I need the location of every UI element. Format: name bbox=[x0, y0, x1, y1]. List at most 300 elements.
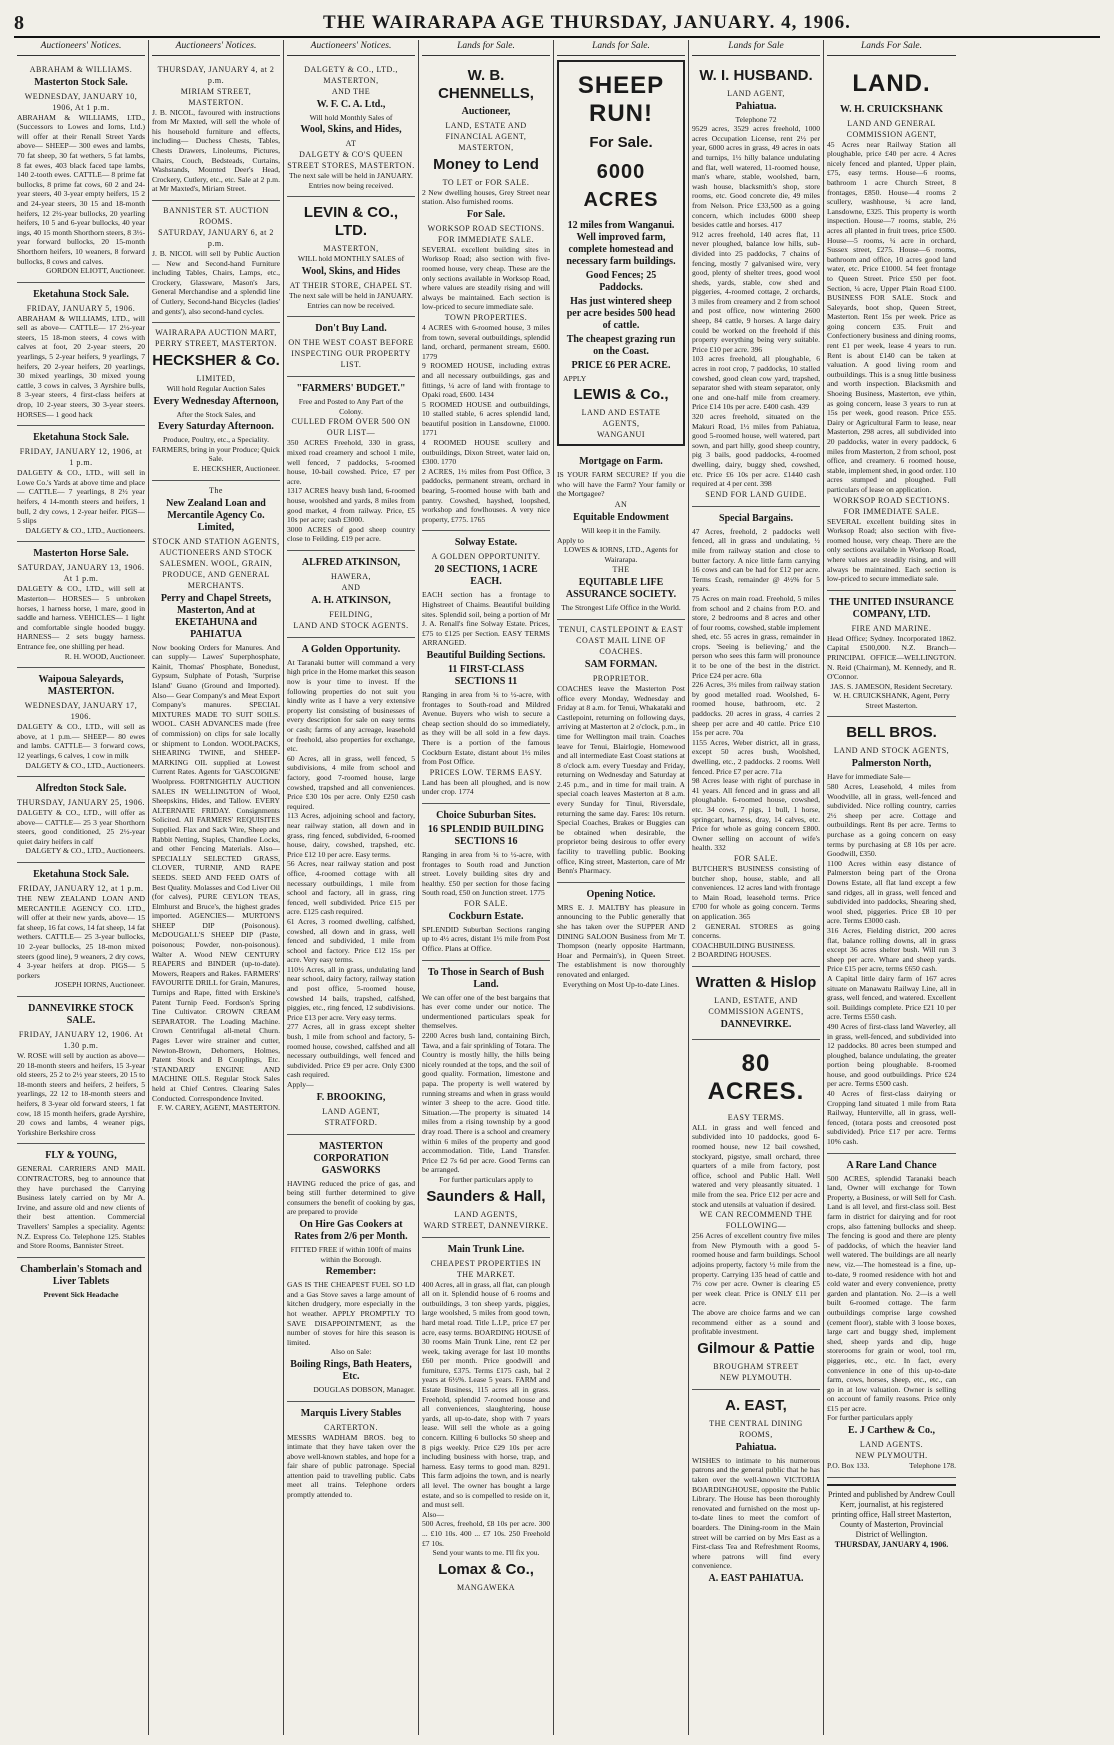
ad-dalgety-wool-sales bbox=[287, 60, 415, 198]
column-header: Auctioneers' Notices. bbox=[17, 40, 145, 56]
ad-let: TO LET or FOR SALE. bbox=[442, 177, 530, 187]
ad-and: AND bbox=[341, 582, 361, 592]
ad-signature: DALGETY & CO., LTD., Auctioneers. bbox=[25, 760, 145, 770]
ad-apply: Apply— bbox=[287, 1080, 314, 1089]
ad-sub: Free and Posted to Any Part of the Colony. bbox=[298, 397, 404, 416]
ad-signature: R. H. WOOD, Auctioneer. bbox=[64, 651, 145, 661]
ad-bush-land bbox=[422, 961, 550, 1238]
ad-remember: Remember: bbox=[325, 1266, 377, 1278]
ad-big: Equitable Endowment bbox=[573, 511, 669, 523]
list-item: 9 ROOMED HOUSE, including extras and all necessary outbuildings, gas and fittings, ¼ acre of land with frontage to Opaki road, £600. 1434 bbox=[422, 361, 550, 400]
imprint-footer bbox=[827, 1484, 956, 1550]
ad-firm: A. EAST, bbox=[725, 1396, 787, 1414]
ad-big: 2200 Acres bush land, containing Birch, Tawa, and a fair sprinkling of Totara. The Country is mostly hilly, the hills being nicely rounded at the tops, and the soil of good quality. Formation, limestone and papa. The property is well watered by running streams and when in grass would winter 3 sheep to the acre. Good title. Situation.—The property is situated 14 miles from a rising township by a good dray road. There is a school and creamery within 6 miles of the property and good accommodation. Title, Land Transfer. Price £2 7s 6d per acre. Good Terms can be arranged. bbox=[422, 1031, 550, 1175]
ad-body: Will hold Monthly Sales of bbox=[309, 112, 393, 122]
ad-title: THE UNITED INSURANCE COMPANY, LTD. bbox=[829, 596, 954, 620]
ad-grazing: The cheapest grazing run on the Coast. bbox=[566, 333, 676, 357]
ad-date: SATURDAY, JANUARY 13, 1906. At 1 p.m. bbox=[17, 563, 145, 584]
ad-body: DALGETY & CO., LTD., will offer as above— CATTLE— 25 3 year Shorthorn steers, good conditioned, 25 2½-year quiet dairy heifers in calf bbox=[17, 808, 145, 846]
ad-big: Money to Lend bbox=[433, 155, 539, 173]
ad-dont-buy-land bbox=[287, 317, 415, 377]
ad-signature: F. W. CAREY, AGENT, MASTERTON. bbox=[157, 1103, 280, 1113]
list-item: 316 Acres, Fielding district, 200 acres flat, balance rolling downs, all in grass except 36 acres shelter bush. Will run 3 sheep per acre. Whare and sheep yards. Price £15 per acre, terms £650 cash. bbox=[827, 925, 956, 974]
ad-date: THURSDAY, JANUARY 4, at 2 p.m. bbox=[157, 64, 275, 85]
list-item: 61 Acres, 3 roomed dwelling, calfshed, cowshed, all down and in grass, well fenced and subdivided, 1 mile from school and factory. Price £12 15s per acre. Very easy terms. bbox=[287, 916, 415, 965]
ad-sheep-run bbox=[557, 60, 685, 447]
ad-firm: F. BROOKING, bbox=[316, 1091, 386, 1103]
ad-body: DALGETY & CO., LTD., will sell as above, at 1 p.m.— SHEEP— 80 ewes and lambs. CATTLE— 3 forward cows, 12 yearlings, 6 calves, 1 cow in milk bbox=[17, 722, 145, 760]
ad-firm: W. B. CHENNELLS, bbox=[438, 66, 534, 102]
ad-body: Head Office; Sydney. Incorporated 1862. Capital £500,000. N.Z. Branch— PRINCIPAL OFFICE—WELLINGTON. N. Reid (Chairman), M. Kennedy, and R. O'Connor. bbox=[827, 633, 956, 682]
ad-big: LAND. bbox=[852, 69, 931, 97]
ad-big: SHEEP RUN! bbox=[577, 71, 665, 127]
ad-also: Also— bbox=[422, 1509, 444, 1519]
ad-tag: Everything on Most Up-to-date Lines. bbox=[562, 979, 680, 989]
list-item: 60 Acres, all in grass, well fenced, 5 subdivisions, 4 mile from school and factory, good 7-roomed house, large cowshed, trapshed and all conveniences. Price £30 10s per acre. Only £250 cash required. bbox=[287, 753, 415, 811]
list-item: 350 ACRES Freehold, 330 in grass, mixed road creamery and school 1 mile, well fenced, 7 paddocks, 5-roomed house, 10-bail cowshed. Price, £7 per acre. bbox=[287, 438, 415, 486]
ad-body: THE NEW ZEALAND LOAN AND MERCANTILE AGENCY CO. LTD., will offer at their new yards, above— 15 fat sheep, 16 fat cows, 14 fat sheep, 14 fat wethers. CATTLE— 25 3-year bullocks, 10 2-year bullocks, 25 18-mon mixed steers (good line), 9 weaners, 2 dry cows, 4 3-year heifers at drop. PIGS— 5 porkers bbox=[17, 894, 145, 980]
ad-body: ABRAHAM & WILLIAMS, LTD., (Successors to Lowes and Iorns, Ltd.) will offer at their Renall Street Yards above— SHEEP— 300 ewes and lambs, 70 fat sheep, 30 fat wethers, 5 fat lambs, 8 fat ewes, 403 black faced tape lambs, 140 2-tooth ewes. CATTLE— 8 prime fat bullocks, 8 prime fat cows, 60 2 and 24-year steers, 40 3-year empty heifers, 15 2 and 24-year steers, 30 15 and 18-month heifers, 12 2½-year bullocks, 20 yearling heifers, 10 5 and 6-year bullocks, 40 year ings, 40 15 month Shorthorn steers, 8 3½-year forward bullocks, 20 15-month Shorthorn heifers, 10 weaners, 8 forward bullocks, 8 cows and calves. bbox=[17, 112, 145, 266]
ad-signature: DALGETY & CO., LTD., Auctioneers. bbox=[25, 525, 145, 535]
imprint-date: THURSDAY, JANUARY 4, 1906. bbox=[834, 1539, 949, 1549]
ad-wintered: Has just wintered sheep per acre besides 500 head of cattle. bbox=[566, 295, 676, 331]
ad-further: For further particulars apply to bbox=[439, 1174, 533, 1184]
ad-body: 45 Acres near Railway Station all ploughable, price £40 per acre. 4 Acres nicely fenced and planted, Upper plain, £75, easy terms. House—6 rooms, bathroom 1 acre Church Street, 8 frontages, £850. House—4 rooms 2 scullery, washhouse, ¼ acre land, Lansdowne, £325. This property is worth inspection. House—7 rooms, stable, 2½ acres all planted in fruit trees, price £500. House—5 rooms, ¼ acre in orchard, Sussex street, £275. House—6 rooms, bathroom and office, 10 acres good land water, etc. Price £1000. 54 feet frontage to Queen Street. Price £50 per foot. Section, ¼ acre, Upper Plain Road £100. BUSINESS FOR SALE. Stock and Saleyards, boot shop, Queen Street, Masterton. Rent 15s per week. Price as going concern £35. Fruit and Confectionery business and dining rooms, rent £1 per week, lease 4 years to run. Rent is about £140 can be taken at valuation. A good living room and outbuildings. This is a snug little business and worth inspection. Blacksmith and Shoeing Business, Masterton, eve ythin, as going concern, lease 3 years to run at 15s per week, good reason. Price £55. Dairy or Agricultural Farm to lease, near Masterton, 298 acres, all subdivided into 20 paddocks, water in every paddock, 6 miles from Masterton, 2 from school, post office, and creamery. 6 roomed house, stable, implement shed, in good order. 110 acres stumped and ploughed. Full particulars of lease on application. bbox=[827, 139, 957, 494]
ad-firm2: W. F. C. A. Ltd., bbox=[316, 98, 386, 110]
ad-and: AND THE bbox=[331, 86, 371, 96]
newspaper-title: THE WAIRARAPA AGE THURSDAY, JANUARY. 4, 1906. bbox=[323, 12, 851, 33]
ad-stores: Perry and Chapel Streets, Masterton, And at EKETAHUNA and PAHIATUA bbox=[160, 592, 272, 640]
ad-price: PRICE £6 PER ACRE. bbox=[571, 359, 671, 371]
ad-body: J. B. NICOL will sell by Public Auction— New and Second-hand Furniture including Tables, Chairs, Lamps, etc., Crockery, Glassware, Mason's Jars, General Merchandise and a splendid line of Cutlery, Second-hand Bicycles (ladies' and gents'), also second-hand cycles. bbox=[152, 248, 280, 316]
ad-place: BANNISTER ST. AUCTION ROOMS. bbox=[163, 205, 269, 226]
ad-article: The bbox=[209, 485, 223, 495]
ad-sub: LAND AGENT, bbox=[322, 1106, 380, 1116]
column-header: Auctioneers' Notices. bbox=[152, 40, 280, 56]
column-3 bbox=[284, 40, 419, 1735]
list-item: 1317 ACRES heavy bush land, 6-roomed house, woolshed and yards, 8 miles from good market, 4 from railway. Price, £5 10s per acre; cash £3000. bbox=[287, 486, 415, 525]
ad-forsale: FOR SALE. bbox=[463, 898, 509, 908]
ad-body2: 2 GENERAL STORES as going concerns. bbox=[692, 921, 820, 941]
ad-firm: SAM FORMAN. bbox=[584, 658, 658, 670]
ad-sub: The Strongest Life Office in the World. bbox=[561, 603, 681, 613]
list-item: 580 Acres, Leasehold, 4 miles from Woodville, all in grass, well-fenced and subdivided. Nice rolling country, carries 2½ sheep per acre. Cottage and outbuildings. Rent 8s per acre. Terms to purchase as a going concern on easy terms by purchasing at £8 10s per acre. Goodwill, £350. bbox=[827, 782, 956, 859]
ad-firm: DALGETY & CO., LTD., MASTERTON, bbox=[304, 64, 398, 85]
ad-place2: FEILDING, bbox=[329, 609, 373, 619]
list-item: 98 Acres lease with right of purchase in 41 years. All fenced and in grass and all ploughable. 6-roomed house, cowshed, etc. 34 cows, 7 pigs, 1 bull, 1 horse, springcart, harness, dray, 14 calves, etc. Price for whole as going concern £800. Owner selling on account of wife's health. 332 bbox=[692, 776, 820, 853]
ad-body: EACH section has a frontage to Highstreet of Chaims. Beautiful building sites. Splendid soil, being a portion of Mr J. A. Renall's fine Solway Estate. Prices, £75 to £125 per Section. EASY TERMS ARRANGED. bbox=[422, 590, 550, 648]
ad-send: Send your wants to me. I'll fix you. bbox=[432, 1548, 540, 1558]
ad-place: DALGETY & CO'S QUEEN STREET STORES, MASTERTON. bbox=[287, 150, 415, 171]
ad-firm: W. H. CRUICKSHANK bbox=[840, 103, 943, 115]
ad-listing: 500 Acres, freehold, £8 10s per acre. 300 ... £10 10s. 400 ... £7 10s. 250 Freehold £7 10s. bbox=[422, 1519, 550, 1548]
ad-forsale: For Sale. bbox=[466, 208, 506, 220]
list-item: 320 acres freehold, situated on the Makuri Road, 1½ miles from Pahiatua, good 5-roomed house, well watered, part sown, and part hilly, good sheep country, pig 3 bails, good paddocks, 4-roomed dwelling, dairy, buggy shed, cowshed, etc. Price £6 10s per acre. £1440 cash required at 4 per cent. 398 bbox=[692, 412, 820, 489]
column-header: Lands for Sale. bbox=[557, 40, 685, 56]
ad-body: J. B. NICOL, favoured with instructions from Mr Maxted, will sell the whole of his household furniture and effects, including— Duchess Chests, Tables, Chests Drawers, Linoleums, Pictures, Chairs, Couch, Bedsteads, Curtains, Washstands, Mounted Deer's Head, Crockery, Cutlery, etc., etc. Sale at 2 p.m. at Mr Maxted's, Miriam Street. bbox=[152, 107, 280, 194]
ad-the: THE bbox=[612, 565, 630, 575]
ad-body: ALL in grass and well fenced and subdivided into 10 paddocks, good 6-roomed house, new 12 bail cowshed, stockyard, pigstye, small orchard, three quarters of a mile from factory, post office, school and Public Hall. Well watered and very pleasantly situated. 1 mile from the sea. Price £12 per acre and stock and utensils at valuation if desired. bbox=[692, 1122, 820, 1209]
ad-place: MANGAWEKA bbox=[456, 1582, 516, 1592]
list-item: 47 Acres, freehold, 2 paddocks well fenced, all in grass and undulating, ½ mile from railway station and close to butter factory. A nice little farm carrying 16 cows and can be had for £12 per acre. Terms £cash, remainder @ 4½% for 5 years. bbox=[692, 526, 820, 594]
ad-date: FRIDAY, JANUARY 12, 1906. At 1.30 p.m. bbox=[18, 1030, 144, 1050]
ad-body2: Ranging in area from ¼ to ½-acre, with frontages to South-road and Mildred Avenue. Buyers who wish to secure a cheap section should do so immediately, as they will be all sold in a few days. There is a portion of the famous Cockburn Estate, distant about 1½ miles from Post Office. bbox=[422, 689, 550, 767]
ad-place: DANNEVIRKE. bbox=[720, 1018, 792, 1030]
ad-farmers-budget bbox=[287, 377, 415, 551]
column-header: Lands For Sale. bbox=[827, 40, 956, 56]
ad-sub: LAND AGENTS. bbox=[859, 1440, 924, 1450]
ad-body3: GAS IS THE CHEAPEST FUEL SO LD and a Gas Stove saves a large amount of kitchen drudgery, more especially in the hot weather. APPLY PROMPTLY TO SAVE DISAPPOINTMENT, as the number of stoves for hire this season is limited. bbox=[287, 1280, 415, 1347]
masthead bbox=[14, 10, 1100, 38]
ad-sub: Auctioneer, bbox=[461, 105, 511, 117]
ad-body: GENERAL CARRIERS AND MAIL CONTRACTORS, beg to announce that they have purchased the Carrying Business lately carried on by Mr A. Irvine, and assure old and new clients of their best attention. Commercial Travellers' Samples a speciality. Agents: N.Z. Express Co. Telephone 125. Stables and Store Rooms, Bannister Street. bbox=[17, 1164, 145, 1251]
ad-mail-coaches bbox=[557, 620, 685, 883]
ad-nz-loan-mercantile bbox=[152, 481, 280, 1119]
list-item: 110½ Acres, all in grass, undulating land near school, dairy factory, railway station and post office, 5-roomed house, cowshed 14 bails, trapshed, calfshed, piggies, etc., ring fenced, 12 subdivisions. Price £13 per acre. Very easy terms. bbox=[287, 964, 415, 1022]
ad-further: For further particulars apply bbox=[827, 1413, 913, 1423]
list-item: 2 ACRES, 1½ miles from Post Office, 3 paddocks, permanent stream, orchard in bearing, 5-roomed house with bath and pantry. Cowshed, hayshed, loopshed, workshop and fowlhouses. A very nice property, £775. 1765 bbox=[422, 466, 550, 524]
ad-title: Masterton Stock Sale. bbox=[34, 76, 128, 88]
list-item: 5 ROOMED HOUSE and outbuildings, 10 stalled stable, 6 acres splendid land, beautiful position in Lansdowne, £1000. 1771 bbox=[422, 399, 550, 438]
ad-title: Masterton Horse Sale. bbox=[33, 548, 129, 560]
ad-title: TENUI, CASTLEPOINT & EAST COAST MAIL LINE OF COACHES. bbox=[558, 624, 684, 656]
ad-apply: APPLY bbox=[563, 373, 587, 383]
ad-body2: FITTED FREE if within 100ft of mains within the Borough. bbox=[290, 1244, 412, 1264]
ad-firm-sub: LIMITED, bbox=[196, 374, 236, 384]
ad-next: The next sale will be held in JANUARY. bbox=[289, 290, 413, 300]
ad-signature: GORDON ELIOTT, Auctioneer. bbox=[46, 266, 145, 276]
ad-sub: LAND AGENTS, bbox=[454, 1209, 518, 1219]
ad-fences: Good Fences; 25 Paddocks. bbox=[585, 269, 657, 293]
ad-body: DALGETY & CO., LTD., will sell at Masterton— HORSES— 5 unbroken horses, 1 harness horse, 1 mare, good in saddle and harness. VEHICLES— 1 light and comfortable single hooded buggy. HARNESS— 2 sets buggy harness. Entrance fee, one shilling per head. bbox=[17, 584, 145, 651]
ad-title: Opening Notice. bbox=[586, 888, 656, 900]
list-item: 113 Acres, adjoining school and factory, near railway station, all down and in grass, ring fenced, subdivided, 6-roomed house, dairy, cowshed, trapshed, etc. Price £12 10 per acre. Easy terms. bbox=[287, 811, 415, 859]
ad-title: MASTERTON CORPORATION GASWORKS bbox=[313, 1140, 389, 1176]
ad-place: WARD STREET, DANNEVIRKE. bbox=[423, 1220, 549, 1230]
ad-sub: STOCK AND STATION AGENTS, AUCTIONEERS AND STOCK SALESMEN. WOOL, GRAIN, PRODUCE, AND GENERAL MERCHANTS. bbox=[152, 536, 280, 590]
ad-title: Mortgage on Farm. bbox=[579, 456, 663, 468]
ad-body3: COACHBUILDING BUSINESS. bbox=[692, 940, 795, 950]
list-item: 490 Acres of first-class land Waverley, all in grass, well-fenced, and subdivided into 12 paddocks. 80 acres been stumped and ploughed, balance undulating, the greater portion being ploughable. 8-roomed house, and good outbuildings. Price £24 per acre. Terms £500 cash. bbox=[827, 1021, 956, 1089]
ad-title: FLY & YOUNG, bbox=[45, 1150, 117, 1162]
ad-body: Prevent Sick Headache bbox=[43, 1289, 119, 1299]
ad-firm: LEVIN & CO., LTD. bbox=[303, 204, 399, 240]
ad-body: MRS E. J. MALTBY has pleasure in announcing to the Public generally that she has taken over the SUPPER AND DINING SALOON Business from Mr T. Thompson (nearly opposite Hartmann, Hoar and Permain's), in Queen Street. The establishment is now thoroughly renovated and enlarged. bbox=[557, 902, 685, 979]
ad-body: ON THE WEST COAST BEFORE INSPECTING OUR PROPERTY LIST. bbox=[288, 338, 414, 370]
ad-body3: SEVERAL excellent building sites in Worksop Road; also section with five-roomed house, very cheap. These are the only sections available in Worksop Road, where values are steadily rising and will always be maintained. Each section is low-priced to secure immediate sale. bbox=[422, 244, 550, 312]
list-item: 40 Acres of first-class dairying or Cropping land situated 1 mile from Rata Railway, Hunterville, all in grass, well-fenced, (totara posts and creosoted post subdivided). Price £17 per acre. Terms 10% cash. bbox=[827, 1089, 956, 1147]
list-item: A Capital little dairy farm of 167 acres situate on Manawatu Railway Line, all in grass, well fenced, and watered. Excellent soil. Buildings complete. Price £21 10 per acre. Terms £550 cash. bbox=[827, 973, 956, 1022]
list-item: 3000 ACRES of good sheep country close to Feilding. £19 per acre. bbox=[287, 524, 415, 544]
ad-body2: 2 New dwelling houses, Grey Street near station. Also furnished rooms. bbox=[422, 187, 550, 207]
ad-title: Eketahuna Stock Sale. bbox=[33, 288, 129, 300]
ad-agent: W. H. CRUICKSHANK, Agent, Perry Street Masterton. bbox=[833, 691, 950, 710]
ad-worksop: WORKSOP ROAD SECTIONS. bbox=[833, 495, 950, 505]
ad-firm: E. J Carthew & Co., bbox=[848, 1425, 935, 1437]
ad-date: THURSDAY, JANUARY 25, 1906. bbox=[17, 798, 145, 808]
ad-head: 20 SECTIONS, 1 ACRE EACH. bbox=[434, 564, 538, 588]
ad-signature: JOSEPH IORNS, Auctioneer. bbox=[54, 980, 145, 990]
ad-solway-estate bbox=[422, 531, 550, 804]
ad-agent: LOWES & IORNS, LTD., Agents for Wairarapa. bbox=[563, 545, 679, 564]
ad-date: WEDNESDAY, JANUARY 10, 1906, At 1 p.m. bbox=[24, 91, 138, 112]
ad-forsale: For Sale. bbox=[589, 133, 653, 151]
list-item: 4 ACRES with 6-roomed house, 3 miles from town, several outbuildings, splendid land, orchard, permanent stream, £600. 1779 bbox=[422, 322, 550, 361]
ad-signature: DOUGLAS DOBSON, Manager. bbox=[313, 1384, 415, 1394]
ad-prices: PRICES LOW. TERMS EASY. bbox=[429, 767, 543, 777]
ad-firm: Gilmour & Pattie bbox=[697, 1339, 815, 1357]
ad-title: Eketahuna Stock Sale. bbox=[33, 869, 129, 881]
ad-sub: A GOLDEN OPPORTUNITY. bbox=[431, 552, 541, 562]
ad-at: AT THEIR STORE, CHAPEL ST. bbox=[289, 280, 413, 290]
ad-sub: LAND AGENT, bbox=[727, 88, 785, 98]
ad-date: FRIDAY, JANUARY 12, at 1 p.m. bbox=[18, 884, 144, 894]
list-item: 56 Acres, near railway station and post office, 4-roomed cottage with all necessary outbuildings, 1 mile from school and factory, all in grass, ring fenced, well subdivided. Price £15 per acre. £125 cash required. bbox=[287, 859, 415, 917]
ad-body: DALGETY & CO., LTD., will sell in Lowe Co.'s Yards at above time and place— CATTLE— 7 yearlings, 8 2½ year heifers, 4 14-month steers and heifers, 1 bull, 2 dry cows, 1 2-year heifer. PIGS— 5 slips bbox=[17, 468, 145, 526]
ad-main-trunk-line bbox=[422, 1238, 550, 1599]
ad-body: MESSRS WADHAM BROS. beg to intimate that they have taken over the above well-known stables, and hope for a fair share of public patronage. Special attention paid to travelling public. Cabs meet all trains. Telephone orders promptly attended to. bbox=[287, 1432, 415, 1500]
ad-firm2: A. H. ATKINSON, bbox=[311, 594, 391, 606]
ad-tel: Telephone 178. bbox=[909, 1461, 956, 1471]
ad-big: On Hire Gas Cookers at Rates from 2/6 per Month. bbox=[294, 1218, 408, 1242]
ad-eketahuna-stock-sale-3 bbox=[17, 863, 145, 997]
ad-husband bbox=[692, 60, 820, 507]
ad-acres: 6000 ACRES bbox=[583, 160, 659, 211]
ad-big2: Boiling Rings, Bath Heaters, Etc. bbox=[290, 1358, 412, 1382]
list-item: 1100 Acres within easy distance of Palmerston being part of the Orona Downs Estate, all flat land except a few sand ridges, all in grass, well fenced and subdivided into paddocks, Shearing shed, wool shed, piggeries. Price £8 10 per acre. Terms £3000 cash. bbox=[827, 858, 956, 926]
ad-big: Every Saturday Afternoon. bbox=[158, 421, 274, 433]
ad-title: Chamberlain's Stomach and Liver Tablets bbox=[20, 1263, 142, 1287]
ad-title: New Zealand Loan and Mercantile Agency Co. Limited, bbox=[166, 497, 266, 533]
ad-title: Marquis Livery Stables bbox=[300, 1407, 402, 1419]
ad-eketahuna-stock-sale bbox=[17, 283, 145, 427]
ad-place: STRATFORD. bbox=[324, 1117, 378, 1127]
ad-body: BUTCHER'S BUSINESS consisting of butcher shop, house, stable, and all conveniences. 12 acres land with frontage to Main Road, leasehold terms. Price £700 for whole as going concern. Terms on application. 365 bbox=[692, 863, 820, 921]
ad-hecksher bbox=[152, 323, 280, 481]
ad-body: COACHES leave the Masterton Post office every Monday, Wednesday and Friday at 8 a.m. for Tenui, Whakataki and Castlepoint, returning on following days, arriving at Masterton at 2 o'clock, p.m., in time for Wellington mail train. Coaches leave for Tenui, Blairlogie, Homewood and all intermediate East Coast stations at 8 o'clock a.m. every Tuesday and Friday, returning on Wednesday and Saturday at 2.45 p.m., and in time for mail train. A special coach leaves Masterton at 8 a.m. every Sunday for Tinui, Riversdale, returning the same day. Fares: 10s return. Special Coaches, Brakes or Buggies can be obtained when desirable, the proprietor being desirous to offer every facility to travelling public. Booking office, King street, Masterton, care of Mr Benn's Pharmacy. bbox=[557, 683, 685, 876]
ad-also: Also on Sale: bbox=[330, 1347, 372, 1357]
ad-place: NEW PLYMOUTH. bbox=[855, 1451, 928, 1461]
ad-secretary: JAS. S. JAMESON, Resident Secretary. bbox=[830, 681, 953, 691]
ad-place: MASTERTON, bbox=[323, 244, 379, 254]
ad-tel: Telephone 72 bbox=[735, 114, 777, 124]
ad-masterton-stock-sale bbox=[17, 60, 145, 283]
ad-corporation-gasworks bbox=[287, 1135, 415, 1402]
ad-body: At Taranaki butter will command a very high price in the Home market this season now is your time to invest. If the following properties do not suit you kindly write as I have a very extensive property list consisting of businesses of every description for sale on easy terms or cash; farms of any acreage, leasehold or freehold, also properties for exchange, etc. bbox=[287, 657, 416, 754]
ad-body: LAND, ESTATE AND FINANCIAL AGENT, MASTERTON, bbox=[445, 120, 527, 152]
ad-next: The next sale will be held in JANUARY. bbox=[289, 171, 413, 181]
ad-apply: Apply to bbox=[557, 535, 584, 545]
ad-body: WISHES to intimate to his numerous patrons and the general public that he has taken over the well-known VICTORIA BOARDINGHOUSE, opposite the Public Library. The House has been thoroughly renovated and furnished on the most up-to-date lines to meet the comfort of boarders. The Dining-room in the Main street will be carried on by Mrs East as a First-class Tea and Refreshment Rooms, where patrons will find every convenience. bbox=[692, 1455, 820, 1571]
ad-place: CARTERTON. bbox=[324, 1422, 378, 1432]
ad-date: FRIDAY, JANUARY 12, 1906, at 1 p.m. bbox=[19, 447, 143, 468]
ad-place: BROUGHAM STREET bbox=[713, 1361, 799, 1371]
ad-body: HAVING reduced the price of gas, and being still further determined to give consumers the benefit of cooking by gas, are prepared to provide bbox=[287, 1178, 415, 1217]
ad-title: Special Bargains. bbox=[719, 512, 793, 524]
ad-body2: SPLENDID Suburban Sections ranging up to 4½ acres, distant 1½ mile from Post Office. Plans at Office. bbox=[422, 924, 550, 954]
ad-place: Palmerston North, bbox=[851, 758, 932, 770]
ad-sub: LAND, ESTATE, AND COMMISSION AGENTS, bbox=[708, 995, 804, 1016]
ad-place: Pahiatua. bbox=[735, 1441, 777, 1453]
ad-opening-notice bbox=[557, 883, 685, 995]
ad-firm: ABRAHAM & WILLIAMS. bbox=[29, 64, 133, 74]
ad-big: Beautiful Building Sections. bbox=[426, 649, 546, 661]
list-item: 4 ROOMED HOUSE scullery and outbuildings, Dixon Street, water laid on, £300. 1770 bbox=[422, 438, 550, 467]
ad-at: AT bbox=[345, 139, 357, 149]
ad-place: HAWERA, bbox=[331, 571, 371, 581]
ad-send: SEND FOR LAND GUIDE. bbox=[705, 489, 807, 499]
ad-big: Every Wednesday Afternoon, bbox=[153, 395, 279, 407]
ad-body3: Land has been all ploughed, and is now under crop. 1774 bbox=[422, 777, 550, 797]
ad-title: Waipoua Saleyards, MASTERTON. bbox=[38, 674, 124, 698]
ad-alfredton-stock-sale bbox=[17, 777, 145, 863]
ad-body: IS YOUR FARM SECURE? If you die who will have the Farm? Your family or the Mortgagee? bbox=[557, 470, 685, 499]
ad-wratten-hislop bbox=[692, 967, 820, 1040]
ad-body: WILL hold MONTHLY SALES of bbox=[297, 254, 405, 264]
ad-firm: W. I. HUSBAND. bbox=[699, 66, 813, 84]
ad-rare-land-chance bbox=[827, 1154, 956, 1478]
ad-sections: WORKSOP ROAD SECTIONS. FOR IMMEDIATE SALE. bbox=[427, 223, 545, 244]
ad-body4: 2 BOARDING HOUSES. bbox=[692, 950, 772, 960]
ad-united-insurance bbox=[827, 591, 956, 718]
list-item: 9529 acres, 3529 acres freehold, 1000 acres Occupation License, rent 2½ per year, 6000 acres in grass, 49 acres in oats and turnips, 1½ hilly balance undulating and flat, well watered, 11-roomed house, man's whare, stable, woolshed, barn, wash house, blacksmith's shop, store rooms, etc. Good concrete die, 49 miles from Nelson. Price £33,500 as a going concern, which includes 6000 sheep besides cattle and horses. 417 bbox=[692, 124, 820, 230]
ad-fly-and-young bbox=[17, 1144, 145, 1257]
ad-big: Cockburn Estate. bbox=[448, 910, 524, 922]
ad-miriam-street-sale bbox=[152, 60, 280, 201]
ad-bannister-st-auction bbox=[152, 201, 280, 323]
column-7 bbox=[824, 40, 959, 1735]
ad-sub: LAND AND STOCK AGENTS, bbox=[833, 746, 950, 756]
ad-firm: Saunders & Hall, bbox=[426, 1187, 546, 1205]
page-number: 8 bbox=[14, 11, 24, 34]
ad-title: Solway Estate. bbox=[454, 537, 518, 549]
ad-place2: NEW PLYMOUTH. bbox=[719, 1372, 793, 1382]
ad-80-acres bbox=[692, 1040, 820, 1390]
ad-waipoua-saleyards bbox=[17, 668, 145, 777]
ad-forsale: FOR SALE. bbox=[733, 853, 779, 863]
ad-sections: 16 SPLENDID BUILDING SECTIONS 16 bbox=[427, 823, 545, 847]
ad-body: Now booking Orders for Manures. And can supply— Lawes' Superphosphate, Kainit, Thomas' Phosphate, Bonedust, Gypsum, Sulphate of Potash, 'Surprise Island' Guano (Ground and Imported). Also— Gear Company's and Meat Export Company's manures. SPECIAL MIXTURES MADE TO SUIT SOILS. WOOL. CASH ADVANCES made (free of commission) on clips for sale locally or shipment to London. WOOLPACKS, SHEARING TWINE, and SHEEP-MARKING OIL supplied at Lowest Current Rates. Agents for 'GASCOIGNE' Woolpress. FORTNIGHTLY AUCTION SALES IN WELLINGTON of Wool, Sheepskins, Hides, and Tallow. EVERY ALTERNATE FRIDAY. Consignments Solicited. All FARMERS' REQUISITES Supplied. Flax and Sack Wire, Sheep and Rabbit Netting, Staples, Chandlee Locks, and other Fencing Materials. Also— SPECIALLY SELECTED GRASS, CLOVER, TURNIP, AND RAPE SEEDS. SEED AND FEED OATS of Best Quality. Molasses and Cod Liver Oil (for calves), PURE CEYLON TEAS, Elmhurst and Bruce's, the highest grades imported. AGENCIES— MURTON'S SHEEP DIP (Poisonous). McDOUGALL'S SHEEP DIP (Paste, poisonous; Powder, non-poisonous). Walter A. Wood NEW CENTURY REAPERS and BINDER (up-to-date). Mowers, Reapers and Rakes. FARMERS' FAVOURITE DRILL for Grain, Manures, Turnips and Rape, fitted with Erskine's Patent Turnip Feed. Fordson's Spring Tine Cultivator. CROWN CREAM SEPARATOR. The Loading Machine. Crown Centrifugal all-metal Churn. Pages Lever wire strainer and cutter, Newton-Brown, Dehorners, Holmes, Patent Stock and B Couplings, Etc. 'STANDARD' ENGINE AND MACHINE OILS. Regular Stock Sales held at Chief Centres. Clearing Sales Conducted. Correspondence Invited. bbox=[152, 642, 280, 1103]
ad-big: 80 ACRES. bbox=[707, 1049, 805, 1105]
ad-title: Don't Buy Land. bbox=[315, 323, 387, 335]
columns bbox=[14, 40, 1100, 1735]
ad-bell-bros bbox=[827, 717, 956, 1153]
ad-firm: HECKSHER & Co. bbox=[152, 352, 280, 370]
ad-culled: CULLED FROM OVER 500 ON OUR LIST— bbox=[291, 417, 411, 438]
ad-body: We can offer one of the best bargains that has ever come under our notice. The undermentioned particulars speak for themselves. bbox=[422, 992, 550, 1031]
ad-signature: A. EAST PAHIATUA. bbox=[708, 1572, 804, 1584]
ad-levin-and-co bbox=[287, 197, 415, 317]
ad-mortgage-on-farm bbox=[557, 450, 685, 620]
ad-an: AN bbox=[614, 499, 628, 509]
ad-body2: SEVERAL excellent building sites in Worksop Road; also section with five-roomed house, very cheap. There are the only sections available in Worksop Road, where values are steadily rising, and will always be maintained. Each section is low-priced to secure immediate sale. bbox=[827, 516, 956, 584]
ad-sub: LAND AND ESTATE AGENTS, bbox=[581, 408, 661, 429]
ad-body: 12 miles from Wanganui. Well improved farm, complete homestead and necessary farm buildings. bbox=[566, 219, 676, 267]
ad-body: ABRAHAM & WILLIAMS, LTD., will sell as above— CATTLE— 17 2½-year steers, 15 18-mon steers, 4 cows with calves at foot, 20 2-year steers, 20 yearlings, 5 2-year heifers, 9 yearlings, 7 heifers, 20 2-year heifers, 20 yearlings, 30 mixed yearlings, 30 mixed young cattle, 3 cows in calves, 3 Ayrshire bulls, 8 3-year steers, 4 first-class heifers at drop, 10 2-year steers, 30 3-year steers. HORSES— 1 good hack bbox=[17, 313, 145, 419]
column-4 bbox=[419, 40, 554, 1735]
ad-firm: BELL BROS. bbox=[846, 724, 937, 742]
ad-chennells bbox=[422, 60, 550, 532]
ad-sub: EASY TERMS. bbox=[727, 1112, 785, 1122]
column-header: Lands for Sale. bbox=[422, 40, 550, 56]
list-item: 277 Acres, all in grass except shelter bush, 1 mile from school and factory, 5-roomed house, cowshed, calfshed and all necessary outbuildings, well fenced and subdivided. Price £9 per acre. Only £300 cash required. bbox=[287, 1022, 415, 1080]
ad-sub: LAND AND STOCK AGENTS. bbox=[293, 620, 409, 630]
ad-place: WAIRARAPA AUCTION MART, PERRY STREET, MASTERTON. bbox=[154, 328, 278, 349]
list-item: 103 acres freehold, all ploughable, 6 acres in root crop, 7 paddocks, 10 stalled cowshed, good clean cow yard, trapshed, separator shed with steam separator, only one and one-half mile from creamery. Price £14 10s per acre. £400 cash. 439 bbox=[692, 354, 820, 412]
ad-immediate: FOR IMMEDIATE SALE. bbox=[843, 506, 940, 516]
ad-big: Wool, Skins, and Hides bbox=[301, 265, 401, 277]
list-item: 912 acres freehold, 140 acres flat, 11 never ploughed, balance low hills, sub-divided into 25 paddocks, 7 chains of fencing, mostly 7 galvanised wire, very good, plenty of shelter trees, good wool sheds, yards, stable, cow shed and piggeries, 4-roomed cottage, 2 orchards, 3 miles from creamery and 2 from school and post office, now wintering 2600 sheep, 84 cattle, 9 horses. A large dairy could be worked on the freehold if this property everything being very suitable. Price £10 per acre. 396 bbox=[692, 229, 820, 354]
ad-date: FRIDAY, JANUARY 5, 1906. bbox=[26, 303, 136, 313]
ad-eketahuna-stock-sale-2 bbox=[17, 426, 145, 542]
column-header: Lands for Sale bbox=[692, 40, 820, 56]
ad-a-east bbox=[692, 1390, 820, 1593]
ad-title: Alfredton Stock Sale. bbox=[35, 783, 127, 795]
ad-sub: THE CENTRAL DINING ROOMS, bbox=[709, 1418, 803, 1439]
ad-contact bbox=[827, 1461, 956, 1471]
column-6 bbox=[689, 40, 824, 1735]
ad-sub: FIRE AND MARINE. bbox=[851, 623, 932, 633]
ad-title: To Those in Search of Bush Land. bbox=[427, 966, 545, 990]
ad-sub: CHEAPEST PROPERTIES IN THE MARKET. bbox=[430, 1258, 542, 1279]
ad-body3: The above are choice farms and we can recommend either as a sound and profitable investment. bbox=[692, 1307, 820, 1337]
ad-title: A Rare Land Chance bbox=[846, 1159, 937, 1171]
ad-firm: EQUITABLE LIFE ASSURANCE SOCIETY. bbox=[565, 577, 677, 601]
ad-body: 500 ACRES, splendid Taranaki beach land, Owner will exchange for Town Property, a Business, or will Sell for Cash. Land is all level, and first-class soil. Best farm in district for dairying and for root crops, also fattening bullocks and sheep. The fencing is good and there are plenty of paddocks, of which the heavier land well watered. The buildings are all nearly new, viz.—The homestead is a fine, up-to-date, 9 roomed residence with hot and cold water and every convenience, pretty garden and plantation. No. 2—is a well built 6-roomed cottage. The farm outbuildings comprise large cowshed (cement floor), stable with 3 loose boxes, large cart and buggy shed, implement shed, sheep yards and dip, huge storerooms for grain or wool, tool rm, piggeries, etc., etc. In fact, every convenience in one of this up-to-date farm, cows, horses, sheep, etc., etc., can go in at low valuation. Owner is selling on account of family reasons. Price only £15 per acre. bbox=[827, 1173, 957, 1413]
ad-firm: LEWIS & Co., bbox=[573, 386, 669, 404]
ad-sub: PROPRIETOR. bbox=[592, 673, 650, 683]
ad-sub: LAND AND GENERAL COMMISSION AGENT, bbox=[846, 118, 937, 139]
ad-body2: Will keep it in the Family. bbox=[581, 525, 661, 535]
ad-date: SATURDAY, JANUARY 6, at 2 p.m. bbox=[158, 227, 274, 248]
column-1 bbox=[14, 40, 149, 1735]
imprint-text: Printed and published by Andrew Coull Kerr, journalist, at his registered printing office, Hall street Masterton, County of Masterton, Provincial District of Wellington. bbox=[828, 1489, 955, 1539]
ad-suburban-sites bbox=[422, 804, 550, 961]
list-item: 75 Acres on main road. Freehold, 5 miles from school and 2 chains from P.O. and store, 2 bedrooms and 8 acres and other of four rooms, cowshed, stable implement shed, etc. 55 acres in grass, remainder in crops. 'Seeing is believing,' and the person who sees this farm will pronounce it to be one of the best in the district. Price £24 per acre. 60a bbox=[692, 593, 821, 680]
ad-masterton-horse-sale bbox=[17, 542, 145, 668]
ad-firm: Lomax & Co., bbox=[438, 1560, 534, 1578]
ad-signature: E. HECKSHER, Auctioneer. bbox=[192, 464, 280, 474]
ad-place: Pahiatua. bbox=[735, 100, 777, 112]
ad-atkinson bbox=[287, 551, 415, 638]
ad-body: 400 Acres, all in grass, all flat, can plough all on it. Splendid house of 6 rooms and outbuildings, 3 ton sheep yards, piggies, large woolshed, 5 miles from good town, hard metal road. Title L.I.P., price £7 per acre, easy terms. BOARDING HOUSE of 30 rooms Main Trunk Line, rent £2 per week, taking average for last 10 months £60 per month. Price goodwill and furniture, £375. Terms £175 cash, bal 2 years at 6½%. Lease 5 years. FARM and Estate Business, 115 acres all in grass. Freehold, splendid 7-roomed house and all conveniences, slaughtering, house yards, all up-to-date, shop with 7 years lease. Will sell the whole as a going concern. Killing 6 bullocks 50 sheep and 8 pigs weekly. Price £29 10s per acre including business with horse, trap, and harness. Easy terms to good man. 8291. This farm adjoins the town, and is nearly all level. The owner has bought a large estate, and so is compelled to reside on it, and must sell. bbox=[422, 1279, 551, 1510]
ad-signature: DALGETY & CO., LTD., Auctioneers. bbox=[25, 846, 145, 856]
ad-big: Wool, Skins, and Hides, bbox=[300, 124, 402, 136]
ad-body: W. ROSE will sell by auction as above— 20 18-month steers and heifers, 15 3-year old steers, 25 2 to 2½ year steers, 20 15 to 18-month steers and heifers, 2 heifers, 5 yearlings, 22 12 to 18-month steers and heifers, 8 3-year old forward steers, 1 fat cow, 18 15 month heifers, grade Ayrshire, 20 cows and lambs, 4 weaner pigs, Yorkshire Berkshire cross bbox=[17, 1051, 146, 1137]
ad-entries: Entries now being received. bbox=[308, 180, 394, 190]
ad-title: Choice Suburban Sites. bbox=[436, 809, 536, 821]
ad-special-bargains bbox=[692, 507, 820, 967]
ad-dannevirke-stock-sale bbox=[17, 997, 145, 1144]
ad-entries: Entries can now be received. bbox=[307, 300, 395, 310]
ad-date: WEDNESDAY, JANUARY 17, 1906. bbox=[24, 701, 138, 722]
ad-place: MIRIAM STREET, MASTERTON. bbox=[180, 86, 252, 107]
ad-place: WANGANUI bbox=[597, 430, 645, 440]
ad-cruickshank bbox=[827, 60, 956, 591]
ad-town: TOWN PROPERTIES. bbox=[444, 312, 528, 322]
ad-title: Eketahuna Stock Sale. bbox=[33, 432, 129, 444]
ad-sections: 11 FIRST-CLASS SECTIONS 11 bbox=[447, 663, 525, 687]
ad-body: After the Stock Sales, and bbox=[176, 409, 256, 419]
ad-title: DANNEVIRKE STOCK SALE. bbox=[28, 1003, 134, 1026]
ad-body: Produce, Poultry, etc., a Speciality. FARMERS, bring in your Produce; Quick Sale. bbox=[152, 435, 280, 464]
column-5 bbox=[554, 40, 689, 1735]
ad-body: Ranging in area from ¼ to ½-acre, with frontages to South road and Junction street. Lovely building sites dry and healthy. £50 per section for those facing South road, £50 on Junction street. 1775 bbox=[422, 849, 550, 898]
ad-have: Have for immediate Sale— bbox=[827, 772, 911, 782]
column-2 bbox=[149, 40, 284, 1735]
ad-firm: ALFRED ATKINSON, bbox=[301, 556, 401, 568]
column-header: Auctioneers' Notices. bbox=[287, 40, 415, 56]
